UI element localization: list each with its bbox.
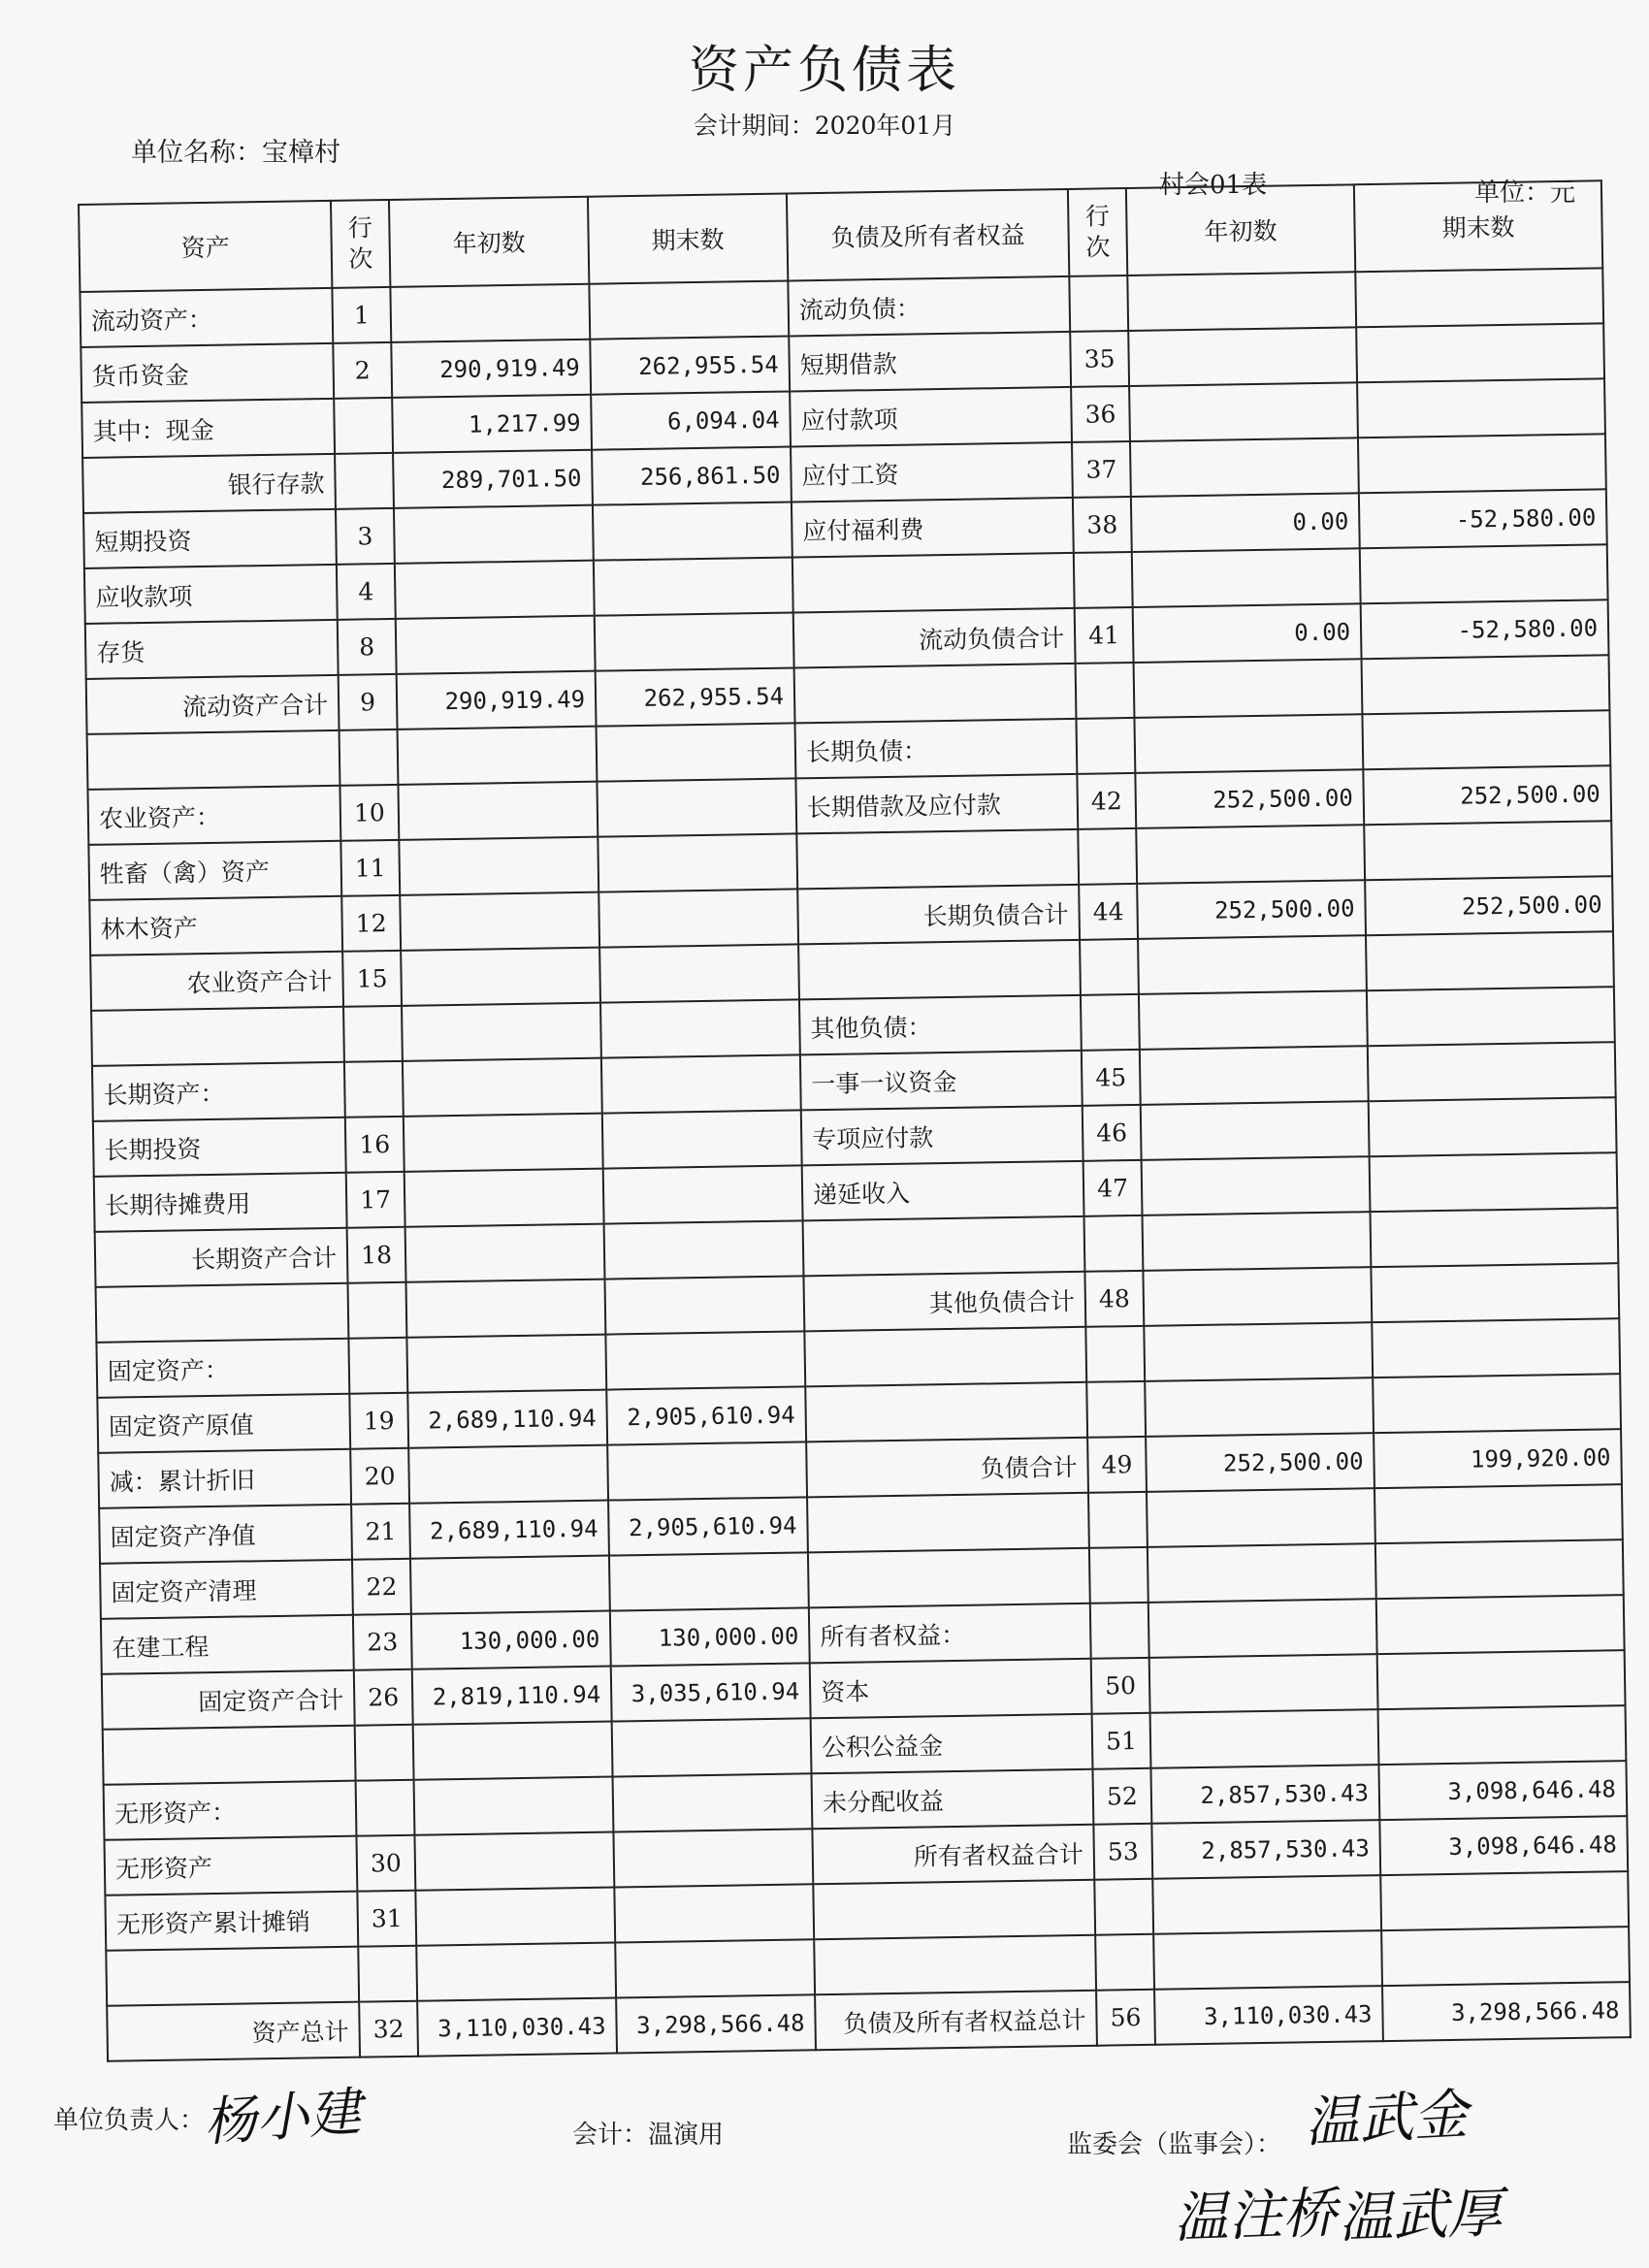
liability-label [798, 940, 1081, 1000]
asset-begin-value: 2,819,110.94 [412, 1667, 612, 1725]
asset-begin-value [400, 892, 599, 951]
liability-end-value: 3,098,646.48 [1378, 1761, 1627, 1820]
liability-line-no [1090, 1603, 1149, 1659]
accounting-period: 会计期间：2020年01月 [693, 112, 956, 140]
asset-end-value [597, 723, 796, 781]
liability-end-value [1362, 710, 1610, 769]
liability-begin-value: 2,857,530.43 [1151, 1820, 1380, 1879]
asset-end-value [600, 999, 800, 1057]
asset-line-no [348, 1282, 407, 1339]
liability-line-no: 48 [1084, 1271, 1144, 1327]
asset-label: 固定资产合计 [102, 1670, 355, 1730]
liability-begin-value [1132, 548, 1361, 607]
asset-begin-value [414, 1777, 614, 1835]
liability-line-no: 51 [1092, 1713, 1151, 1769]
asset-line-no: 22 [352, 1559, 411, 1615]
liability-end-value [1364, 821, 1612, 880]
asset-label: 流动资产合计 [86, 675, 340, 734]
header-line-no-2 [1068, 188, 1127, 276]
asset-end-value [604, 1220, 804, 1279]
asset-begin-value: 1,217.99 [392, 395, 592, 453]
header-liability: 负债及所有者权益 [787, 189, 1069, 281]
asset-label: 农业资产： [87, 786, 340, 845]
asset-end-value: 6,094.04 [591, 391, 791, 449]
liability-line-no [1069, 275, 1128, 332]
liability-label [814, 1935, 1096, 1995]
asset-begin-value [416, 1943, 616, 2001]
asset-line-no [340, 729, 399, 786]
liability-end-value [1376, 1595, 1625, 1654]
asset-begin-value [405, 1224, 605, 1282]
asset-line-no: 19 [349, 1393, 408, 1449]
liability-line-no: 41 [1075, 607, 1134, 664]
liability-begin-value [1143, 1267, 1372, 1326]
asset-end-value: 256,861.50 [592, 446, 792, 504]
asset-line-no [334, 398, 393, 454]
liability-begin-value [1148, 1543, 1376, 1603]
liability-line-no: 46 [1083, 1105, 1142, 1161]
form-number: 村会01表 [1159, 171, 1268, 200]
liability-label: 短期借款 [789, 332, 1071, 392]
liability-end-value [1372, 1318, 1620, 1377]
asset-begin-value [399, 837, 598, 895]
liability-label: 所有者权益合计 [812, 1825, 1094, 1885]
liability-line-no: 44 [1079, 884, 1138, 940]
asset-line-no: 3 [336, 508, 395, 565]
asset-end-value [589, 281, 789, 340]
asset-end-value [595, 612, 794, 670]
asset-begin-value [406, 1335, 606, 1393]
asset-begin-value [404, 1114, 603, 1172]
liability-line-no [1095, 1934, 1154, 1991]
liability-end-value [1370, 1208, 1618, 1267]
asset-end-value [612, 1718, 812, 1776]
asset-line-no: 4 [337, 564, 396, 620]
liability-label [794, 664, 1077, 724]
asset-label: 长期资产： [92, 1062, 345, 1121]
liability-begin-value: 252,500.00 [1135, 769, 1364, 828]
liability-label: 负债合计 [806, 1438, 1088, 1498]
liability-end-value [1374, 1484, 1623, 1543]
asset-begin-value [406, 1280, 606, 1338]
liability-label: 长期负债合计 [797, 885, 1080, 945]
liability-label: 递延收入 [802, 1161, 1084, 1221]
liability-begin-value: 252,500.00 [1137, 880, 1366, 939]
asset-end-value [598, 889, 798, 947]
asset-end-value: 3,035,610.94 [611, 1663, 811, 1721]
liability-line-no: 53 [1093, 1824, 1152, 1880]
asset-line-no: 15 [342, 951, 402, 1007]
header-end-2: 期末数 [1354, 180, 1602, 272]
liability-line-no [1076, 663, 1135, 719]
asset-begin-value [390, 284, 590, 342]
asset-begin-value: 289,701.50 [393, 450, 593, 508]
liability-begin-value [1148, 1599, 1377, 1658]
asset-begin-value [414, 1832, 614, 1891]
liability-begin-value [1149, 1654, 1378, 1713]
asset-line-no [344, 1061, 404, 1118]
liability-label: 应付福利费 [792, 498, 1074, 558]
liability-end-value [1355, 268, 1603, 327]
liability-label: 专项应付款 [801, 1106, 1083, 1166]
asset-end-value [605, 1331, 805, 1389]
asset-end-value [593, 502, 792, 560]
liability-line-no: 52 [1092, 1768, 1151, 1825]
asset-end-value [614, 1884, 814, 1942]
liability-label: 流动负债合计 [793, 608, 1076, 668]
asset-end-value [604, 1276, 804, 1334]
liability-line-no [1094, 1879, 1153, 1935]
asset-line-no: 9 [339, 674, 398, 730]
liability-line-no [1080, 939, 1139, 995]
liability-line-no: 36 [1071, 386, 1130, 442]
liability-label [813, 1880, 1095, 1940]
header-line-top-2: 行 [1084, 202, 1111, 231]
liability-end-value [1368, 1042, 1616, 1101]
asset-label: 固定资产清理 [100, 1560, 353, 1619]
asset-line-no: 12 [341, 895, 401, 952]
liability-end-value [1381, 1927, 1630, 1986]
liability-end-value [1360, 544, 1608, 603]
asset-begin-value [415, 1888, 615, 1946]
asset-end-value [601, 1054, 801, 1113]
liability-begin-value: 252,500.00 [1146, 1433, 1374, 1492]
asset-label: 货币资金 [81, 343, 334, 403]
asset-begin-value [408, 1445, 608, 1504]
liability-begin-value [1147, 1488, 1375, 1547]
asset-line-no: 18 [347, 1227, 406, 1283]
asset-label: 无形资产累计摊销 [105, 1892, 358, 1951]
liability-begin-value [1134, 714, 1363, 773]
liability-begin-value [1144, 1322, 1373, 1381]
asset-end-value [613, 1829, 813, 1887]
signature-supervisor-3: 温武厚 [1338, 2182, 1504, 2251]
asset-label [106, 1947, 359, 2006]
liability-begin-value: 3,110,030.43 [1154, 1986, 1383, 2045]
liability-begin-value [1128, 327, 1357, 386]
asset-end-value [602, 1110, 802, 1168]
asset-label: 固定资产原值 [97, 1394, 350, 1453]
liability-label: 其他负债： [799, 995, 1082, 1055]
liability-line-no: 56 [1096, 1990, 1155, 2046]
asset-end-value [598, 833, 797, 891]
asset-label: 长期待摊费用 [94, 1173, 347, 1232]
liability-label [808, 1548, 1090, 1608]
liability-end-value [1380, 1871, 1629, 1930]
liability-label [805, 1382, 1087, 1442]
asset-line-no: 16 [345, 1117, 404, 1173]
asset-end-value [615, 1939, 815, 1997]
asset-end-value: 2,905,610.94 [608, 1497, 808, 1555]
asset-line-no: 30 [356, 1835, 415, 1892]
liability-line-no: 38 [1073, 497, 1132, 553]
liability-end-value [1375, 1539, 1624, 1599]
liability-label: 公积公益金 [811, 1714, 1093, 1774]
liability-line-no [1084, 1215, 1144, 1272]
asset-label [96, 1283, 349, 1343]
document-title: 资产负债表 [688, 42, 960, 100]
liability-end-value: 199,920.00 [1374, 1429, 1622, 1488]
header-asset: 资产 [79, 201, 332, 292]
liability-begin-value [1150, 1709, 1379, 1768]
asset-begin-value [413, 1722, 613, 1780]
asset-label: 牲畜（禽）资产 [88, 841, 341, 900]
liability-label: 长期借款及应付款 [795, 774, 1078, 834]
liability-end-value [1362, 655, 1610, 714]
footer-accountant: 会计：温演用 [572, 2121, 725, 2150]
liability-end-value [1378, 1705, 1627, 1765]
liability-end-value [1369, 1097, 1617, 1156]
asset-end-value: 2,905,610.94 [606, 1386, 806, 1444]
asset-end-value: 262,955.54 [590, 336, 790, 394]
liability-end-value [1370, 1152, 1618, 1212]
asset-line-no: 11 [340, 840, 400, 896]
liability-end-value [1357, 378, 1605, 437]
liability-label: 流动负债： [788, 276, 1070, 337]
liability-begin-value [1130, 437, 1359, 497]
header-line-no [331, 200, 390, 288]
liability-label: 一事一议资金 [800, 1051, 1083, 1111]
asset-begin-value [394, 505, 594, 564]
liability-begin-value: 0.00 [1133, 603, 1362, 663]
liability-label: 负债及所有者权益总计 [815, 1991, 1097, 2051]
asset-begin-value: 290,919.49 [391, 340, 591, 398]
asset-label: 长期投资 [93, 1118, 346, 1177]
liability-end-value: 3,098,646.48 [1379, 1816, 1628, 1875]
signature-supervisor-1: 温武金 [1303, 2083, 1470, 2155]
liability-begin-value [1129, 382, 1358, 441]
asset-end-value [613, 1773, 813, 1831]
asset-label: 存货 [85, 620, 339, 679]
asset-end-value [609, 1552, 809, 1610]
asset-line-no: 21 [351, 1504, 410, 1560]
liability-begin-value [1152, 1875, 1381, 1934]
balance-sheet-table [78, 179, 1632, 2061]
liability-begin-value [1139, 990, 1368, 1050]
liability-label: 长期负债： [795, 719, 1078, 779]
header-line-bottom: 次 [348, 244, 373, 274]
liability-begin-value [1140, 1046, 1369, 1105]
liability-line-no [1076, 718, 1135, 774]
asset-label [103, 1726, 356, 1785]
asset-label: 短期投资 [83, 509, 337, 568]
liability-end-value: 3,298,566.48 [1382, 1982, 1631, 2041]
liability-label: 其他负债合计 [803, 1272, 1085, 1332]
header-end: 期末数 [588, 194, 788, 284]
asset-end-value [597, 778, 796, 836]
liability-end-value: 252,500.00 [1365, 876, 1613, 935]
liability-line-no: 50 [1091, 1658, 1150, 1714]
liability-begin-value [1138, 935, 1367, 994]
asset-label: 农业资产合计 [90, 952, 343, 1011]
liability-label [807, 1493, 1089, 1553]
asset-line-no [355, 1725, 414, 1781]
asset-label: 无形资产： [104, 1781, 357, 1840]
asset-end-value [607, 1442, 807, 1500]
liability-label [803, 1216, 1085, 1277]
asset-label [91, 1007, 344, 1066]
liability-line-no [1074, 552, 1133, 608]
liability-begin-value [1145, 1377, 1374, 1437]
asset-end-value: 130,000.00 [610, 1607, 810, 1666]
asset-line-no: 2 [333, 342, 392, 399]
liability-end-value [1373, 1374, 1621, 1433]
footer-supervisor-label: 监委会（监事会）： [1067, 2130, 1282, 2159]
liability-end-value [1358, 434, 1606, 493]
asset-line-no: 17 [346, 1172, 405, 1228]
liability-begin-value [1127, 272, 1356, 331]
balance-sheet [78, 179, 1631, 2114]
liability-line-no [1086, 1381, 1146, 1438]
asset-end-value [603, 1165, 803, 1223]
asset-line-no [348, 1338, 407, 1394]
asset-line-no: 10 [340, 785, 399, 841]
liability-begin-value [1153, 1930, 1382, 1990]
liability-end-value [1367, 987, 1615, 1046]
asset-label: 资产总计 [107, 2002, 360, 2061]
liability-end-value: -52,580.00 [1361, 599, 1609, 659]
liability-begin-value [1141, 1101, 1370, 1160]
currency-unit: 单位：元 [1474, 178, 1576, 208]
signature-head: 杨小建 [202, 2081, 364, 2154]
header-line-bottom-2: 次 [1085, 233, 1111, 262]
liability-label: 资本 [810, 1659, 1092, 1719]
asset-begin-value [398, 782, 598, 840]
asset-begin-value: 2,689,110.94 [409, 1501, 609, 1559]
liability-line-no: 37 [1072, 441, 1131, 498]
asset-label: 长期资产合计 [95, 1228, 348, 1287]
liability-label [804, 1327, 1086, 1387]
asset-begin-value: 2,689,110.94 [407, 1390, 607, 1448]
asset-line-no [356, 1780, 415, 1836]
asset-begin-value: 130,000.00 [411, 1611, 611, 1669]
asset-begin-value [398, 727, 598, 785]
asset-label: 应收款项 [84, 565, 338, 624]
footer-head-label: 单位负责人： [53, 2106, 206, 2135]
liability-line-no: 49 [1087, 1437, 1147, 1493]
asset-label: 无形资产 [104, 1836, 357, 1895]
asset-end-value [599, 944, 799, 1002]
asset-line-no: 8 [338, 619, 397, 675]
liability-line-no [1081, 994, 1140, 1051]
liability-line-no [1078, 828, 1137, 885]
signature-supervisor-2: 温注桥 [1173, 2182, 1339, 2251]
unit-name: 单位名称：宝樟村 [131, 138, 340, 168]
asset-label [87, 730, 340, 790]
liability-line-no [1085, 1326, 1145, 1382]
liability-begin-value [1134, 659, 1363, 718]
asset-line-no [358, 1946, 417, 2002]
asset-begin-value: 3,110,030.43 [417, 1998, 617, 2057]
liability-begin-value: 0.00 [1131, 493, 1360, 552]
asset-label: 流动资产： [80, 288, 333, 347]
asset-line-no: 1 [332, 287, 391, 343]
liability-line-no: 35 [1070, 331, 1129, 387]
asset-line-no [343, 1006, 403, 1062]
asset-line-no: 31 [357, 1891, 416, 1947]
asset-label: 固定资产净值 [99, 1505, 352, 1564]
asset-label: 其中：现金 [81, 399, 335, 458]
liability-end-value [1371, 1263, 1619, 1322]
asset-label: 在建工程 [101, 1615, 354, 1674]
liability-label [792, 553, 1075, 613]
asset-end-value: 3,298,566.48 [616, 1994, 816, 2053]
asset-label: 固定资产： [96, 1339, 349, 1398]
liability-label [796, 829, 1079, 890]
liability-label: 未分配收益 [812, 1769, 1094, 1830]
liability-label: 所有者权益： [809, 1604, 1091, 1664]
asset-begin-value [401, 948, 600, 1006]
header-begin-2: 年初数 [1126, 184, 1355, 275]
asset-label: 银行存款 [82, 454, 336, 513]
liability-end-value [1356, 323, 1604, 382]
liability-end-value: 252,500.00 [1363, 765, 1611, 825]
asset-begin-value: 290,919.49 [397, 671, 597, 729]
asset-label: 减：累计折旧 [98, 1449, 351, 1508]
liability-line-no [1088, 1492, 1148, 1548]
liability-line-no: 47 [1083, 1160, 1143, 1216]
liability-begin-value [1143, 1212, 1372, 1271]
asset-begin-value [404, 1169, 604, 1227]
asset-begin-value [395, 561, 595, 619]
liability-end-value [1366, 931, 1614, 990]
header-line-top: 行 [347, 213, 373, 243]
asset-end-value: 262,955.54 [596, 667, 795, 726]
asset-end-value [594, 557, 793, 615]
asset-line-no [335, 453, 394, 509]
liability-begin-value [1136, 825, 1365, 884]
asset-begin-value [396, 616, 596, 674]
liability-label: 应付款项 [790, 387, 1072, 447]
asset-begin-value [403, 1058, 602, 1117]
asset-line-no: 26 [354, 1669, 413, 1726]
liability-line-no: 42 [1077, 773, 1136, 829]
liability-line-no [1089, 1547, 1148, 1604]
asset-line-no: 23 [353, 1614, 412, 1670]
liability-line-no: 45 [1082, 1050, 1141, 1106]
liability-begin-value: 2,857,530.43 [1150, 1765, 1379, 1824]
asset-begin-value [402, 1003, 601, 1061]
liability-label: 应付工资 [791, 442, 1073, 502]
liability-begin-value [1142, 1156, 1371, 1215]
header-begin: 年初数 [389, 197, 589, 287]
asset-begin-value [410, 1556, 610, 1614]
liability-end-value: -52,580.00 [1359, 489, 1607, 548]
asset-line-no: 32 [359, 2001, 418, 2057]
asset-label: 林木资产 [89, 896, 342, 956]
asset-line-no: 20 [350, 1448, 409, 1505]
liability-end-value [1377, 1650, 1626, 1709]
